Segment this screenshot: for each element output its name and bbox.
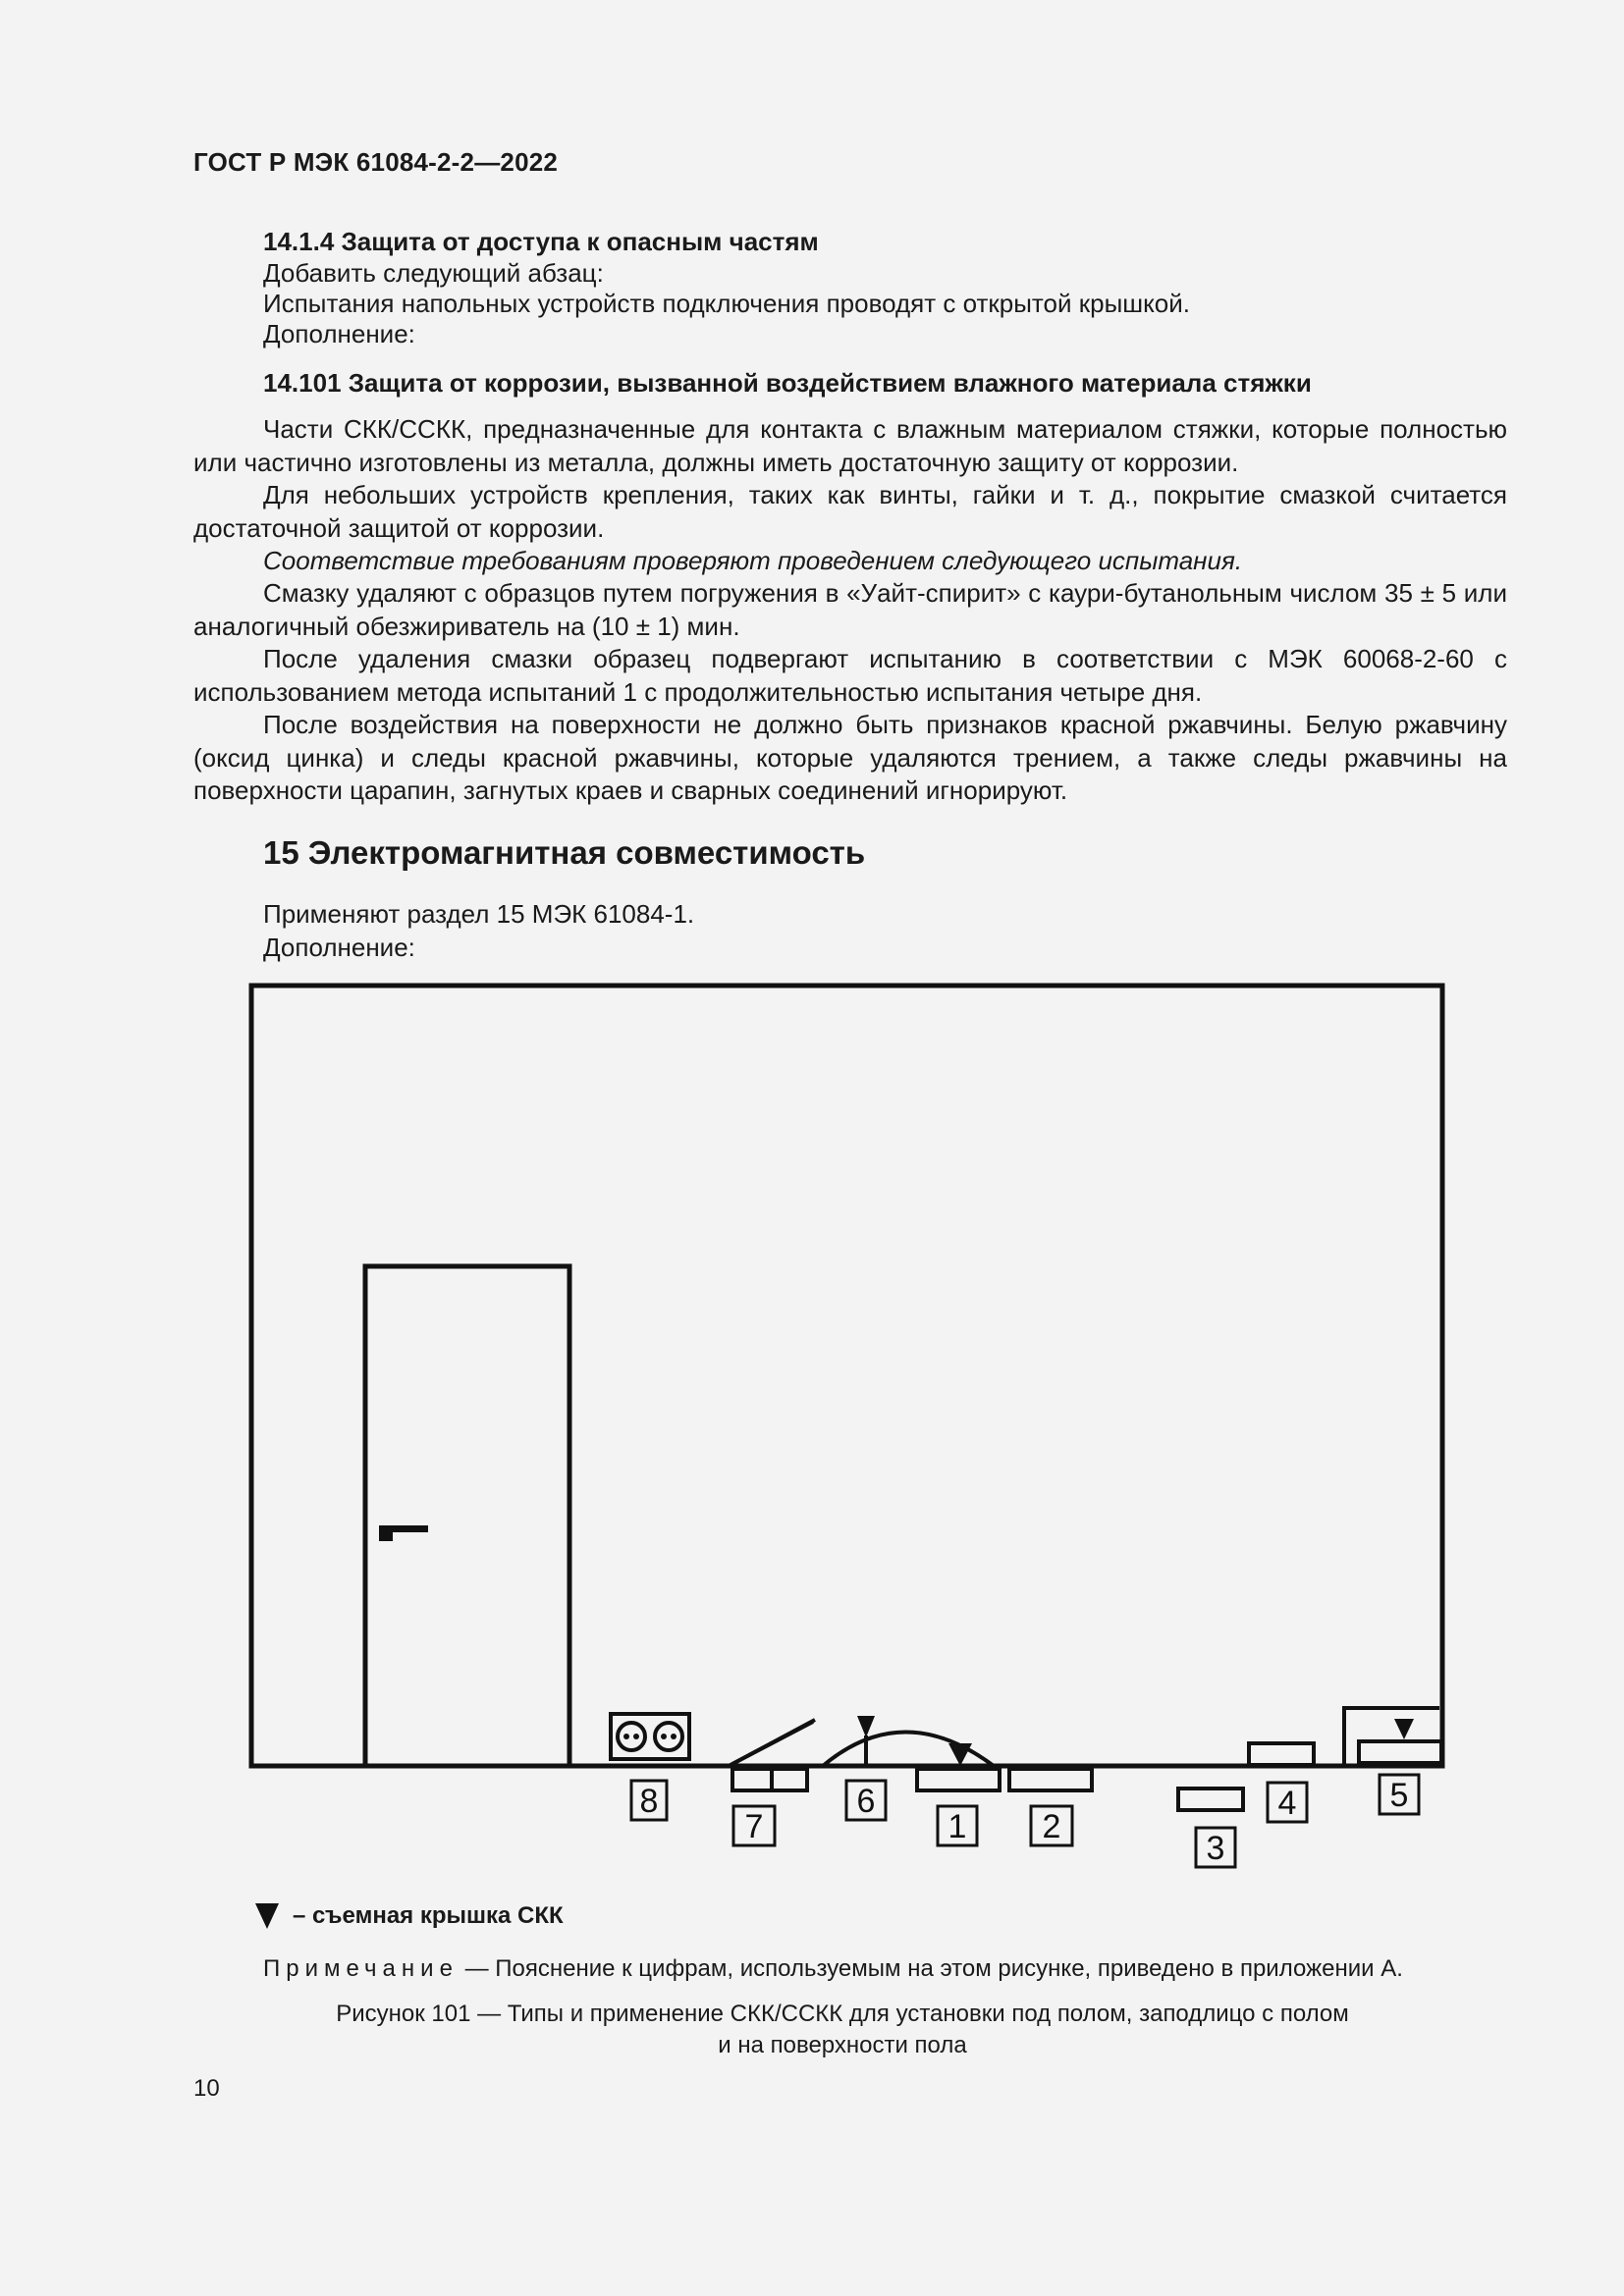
caption-line-1: Рисунок 101 — Типы и применение СКК/ССКК для установки под полом, заподлицо с полом	[336, 2001, 1349, 2027]
door	[365, 1266, 569, 1766]
figure-caption	[263, 1999, 1422, 2061]
paragraph-corrosion-3: Соответствие требованиям проверяют проведением следующего испытания.	[263, 546, 1243, 575]
section-15-line1: Применяют раздел 15 МЭК 61084-1.	[263, 899, 695, 929]
figure-label-3: 3	[1206, 1830, 1225, 1867]
socket-outlet-box	[611, 1714, 689, 1759]
figure-label-7: 7	[744, 1808, 764, 1845]
flush-floor-box	[917, 1769, 1000, 1790]
paragraph-corrosion-5: После удаления смазки образец подвергают испытанию в соответствии с МЭК 60068-2-60 с использованием метода испытаний 1 с продолжительностью испытания четыре дня.	[193, 644, 1507, 707]
paragraph-corrosion-2: Для небольших устройств крепления, таких как винты, гайки и т. д., покрытие смазкой считается достаточной защитой от коррозии.	[193, 480, 1507, 543]
paragraph-corrosion-6: После воздействия на поверхности не должно быть признаков красной ржавчины. Белую ржавчину (оксид цинка) и следы красной ржавчины, которые удаляются трением, а также следы ржавчины на поверхности царапин, загнутых краев и сварных соединений игнорируют.	[193, 710, 1507, 805]
removable-cover-marker-icon	[1394, 1719, 1414, 1739]
section-15-heading: 15 Электромагнитная совместимость	[263, 834, 866, 871]
caption-line-2: и на поверхности пола	[718, 2032, 967, 2058]
corner-floor-box	[1344, 1708, 1441, 1764]
section-14-101-heading: 14.101 Защита от коррозии, вызванной воздействием влажного материала стяжки	[263, 368, 1312, 398]
section-14-1-4-heading: 14.1.4 Защита от доступа к опасным частям	[263, 227, 819, 256]
removable-cover-marker-icon	[948, 1743, 972, 1766]
document-header: ГОСТ Р МЭК 61084-2-2—2022	[193, 147, 559, 177]
removable-cover-marker-icon	[857, 1716, 875, 1737]
figure-label-6: 6	[856, 1783, 876, 1820]
legend-text: – съемная крышка СКК	[293, 1902, 564, 1929]
removable-cover-legend-icon	[255, 1903, 279, 1929]
figure-label-1: 1	[947, 1808, 967, 1845]
floor-box-open-lid	[729, 1720, 815, 1790]
figure-legend	[255, 1902, 564, 1930]
page-number: 10	[193, 2075, 220, 2102]
section-15-line2: Дополнение:	[263, 933, 415, 962]
figure-label-5: 5	[1389, 1777, 1409, 1814]
figure-label-2: 2	[1042, 1808, 1061, 1845]
section-14-1-4-line2: Испытания напольных устройств подключения проводят с открытой крышкой.	[263, 289, 1190, 318]
figure-label-4: 4	[1277, 1785, 1297, 1822]
flush-floor-box-2	[1009, 1769, 1092, 1790]
underfloor-box	[1178, 1789, 1243, 1810]
note-text: — Пояснение к цифрам, используемым на этом рисунке, приведено в приложении А.	[458, 1955, 1403, 1982]
section-14-1-4-line3: Дополнение:	[263, 319, 415, 348]
section-14-1-4-line1: Добавить следующий абзац:	[263, 258, 604, 288]
note-prefix: Примечание	[263, 1955, 459, 1982]
figure-label-8: 8	[639, 1783, 659, 1820]
room-outline	[251, 986, 1442, 1766]
figure-note	[263, 1955, 1403, 1983]
paragraph-corrosion-1: Части СКК/ССКК, предназначенные для контакта с влажным материалом стяжки, которые полностью или частично изготовлены из металла, должны иметь достаточную защиту от коррозии.	[193, 414, 1507, 477]
surface-floor-box	[1249, 1743, 1314, 1765]
paragraph-corrosion-4: Смазку удаляют с образцов путем погружения в «Уайт-спирит» с каури-бутанольным числом 35 ± 5 или аналогичный обезжириватель на (10 ± 1) мин.	[193, 578, 1507, 641]
